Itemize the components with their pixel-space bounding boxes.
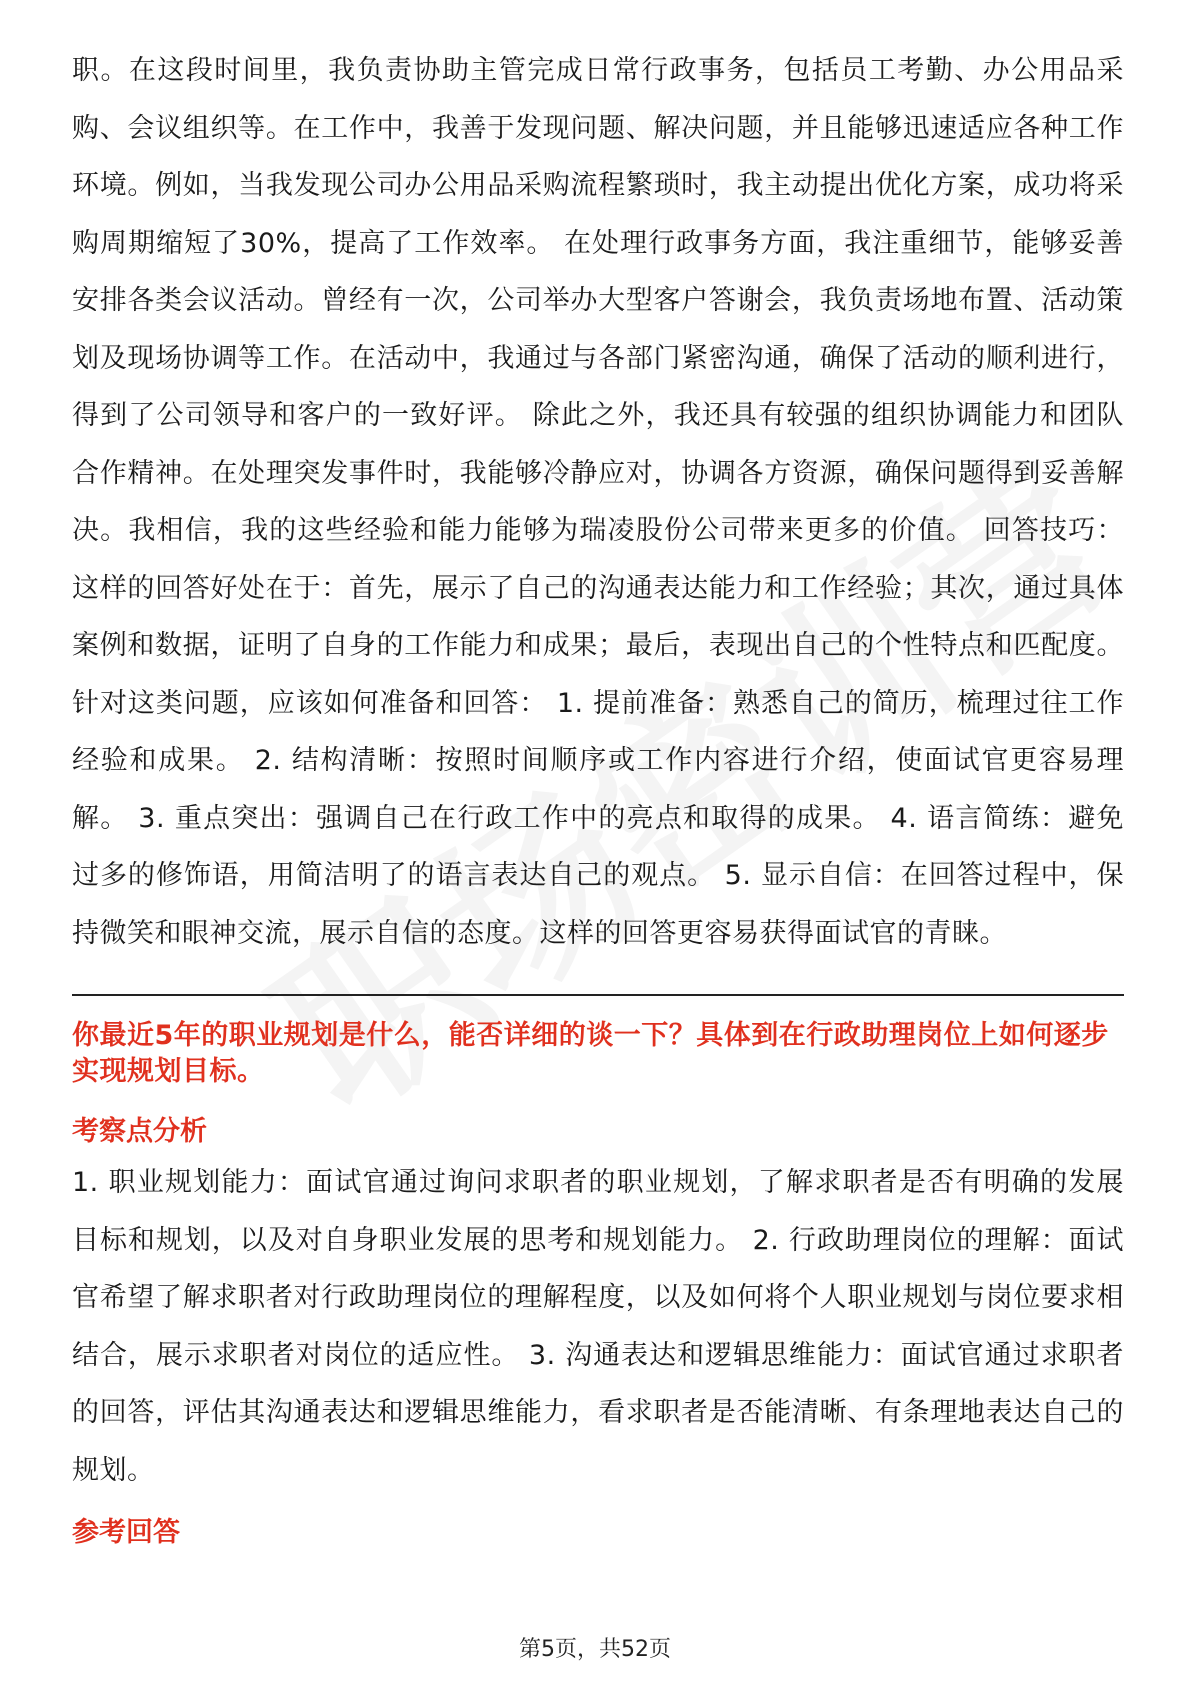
section-divider [72,994,1124,996]
interview-question: 你最近5年的职业规划是什么，能否详细的谈一下？具体到在行政助理岗位上如何逐步实现规划目标。 [72,1020,1109,1087]
answer-heading: 参考回答 [72,1517,180,1548]
page-number: 第5页，共52页 [519,1637,671,1662]
analysis-heading: 考察点分析 [72,1116,207,1147]
analysis-paragraph: 1. 职业规划能力：面试官通过询问求职者的职业规划，了解求职者是否有明确的发展目标和规划，以及对自身职业发展的思考和规划能力。 2. 行政助理岗位的理解：面试官希望了解求职者对行政助理岗位的理解程度，以及如何将个人职业规划与岗位要求相结合，展示求职者对岗位的适应性。 3. 沟通表达和逻辑思维能力：面试官通过求职者的回答，评估其沟通表达和逻辑思维能力，看求职者是否能清晰、有条理地表达自己的规划。 [72,1167,1124,1486]
body-paragraph: 职。在这段时间里，我负责协助主管完成日常行政事务，包括员工考勤、办公用品采购、会议组织等。在工作中，我善于发现问题、解决问题，并且能够迅速适应各种工作环境。例如，当我发现公司办公用品采购流程繁琐时，我主动提出优化方案，成功将采购周期缩短了30%，提高了工作效率。 在处理行政事务方面，我注重细节，能够妥善安排各类会议活动。曾经有一次，公司举办大型客户答谢会，我负责场地布置、活动策划及现场协调等工作。在活动中，我通过与各部门紧密沟通，确保了活动的顺利进行，得到了公司领导和客户的一致好评。 除此之外，我还具有较强的组织协调能力和团队合作精神。在处理突发事件时，我能够冷静应对，协调各方资源，确保问题得到妥善解决。我相信，我的这些经验和能力能够为瑞凌股份公司带来更多的价值。 回答技巧： 这样的回答好处在于：首先，展示了自己的沟通表达能力和工作经验；其次，通过具体案例和数据，证明了自身的工作能力和成果；最后，表现出自己的个性特点和匹配度。 针对这类问题，应该如何准备和回答： 1. 提前准备：熟悉自己的简历，梳理过往工作经验和成果。 2. 结构清晰：按照时间顺序或工作内容进行介绍，使面试官更容易理解。 3. 重点突出：强调自己在行政工作中的亮点和取得的成果。 4. 语言简练：避免过多的修饰语，用简洁明了的语言表达自己的观点。 5. 显示自信：在回答过程中，保持微笑和眼神交流，展示自信的态度。这样的回答更容易获得面试官的青睐。 [72,55,1124,949]
page-content [72,42,1124,1555]
